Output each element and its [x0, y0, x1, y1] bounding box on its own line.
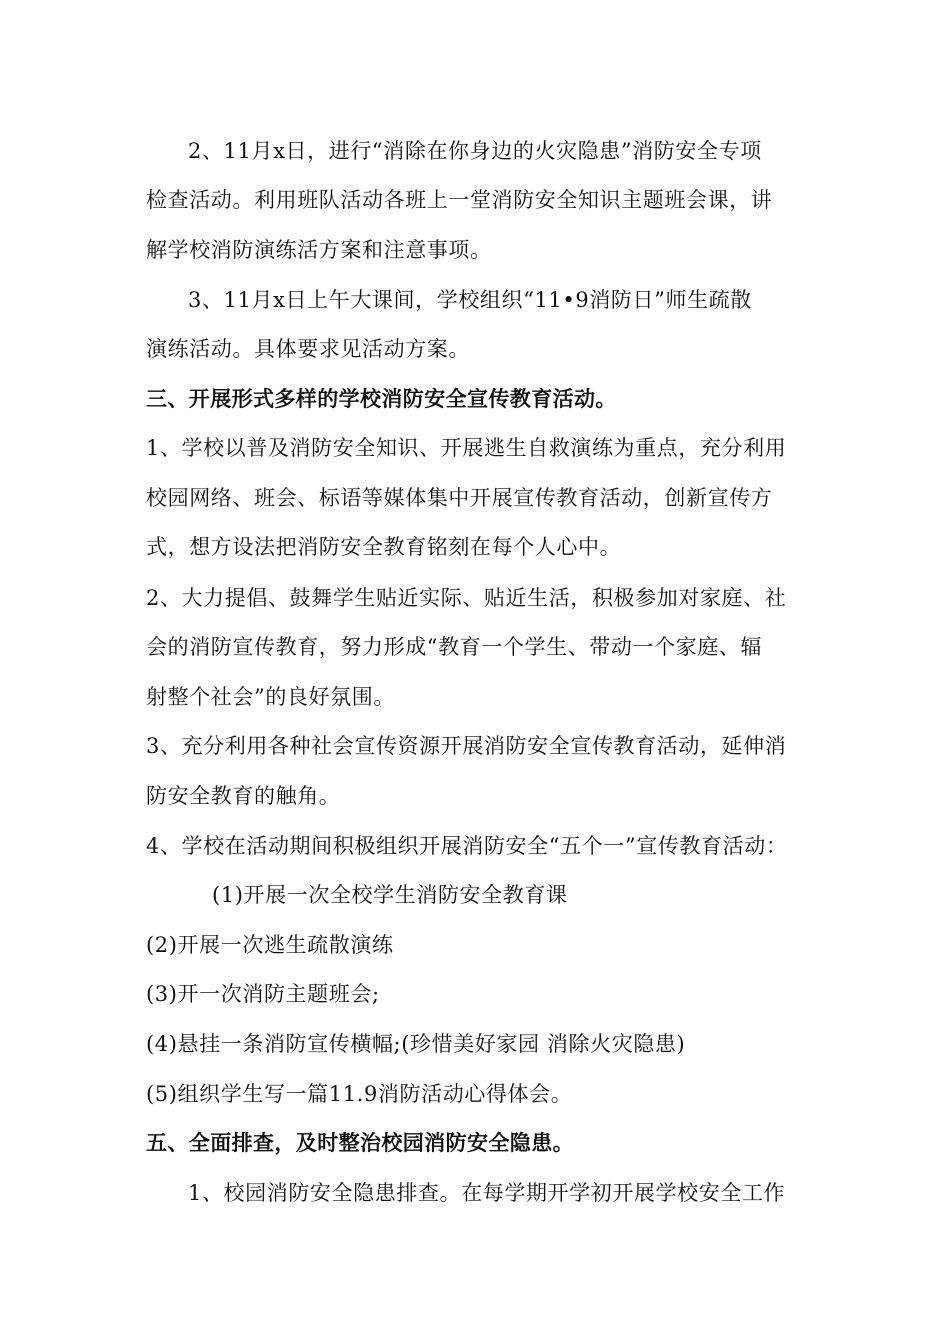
paragraph-line: 2、11月x日，进行“消除在你身边的火灾隐患”消防安全专项 [188, 139, 762, 163]
paragraph-line: 1、学校以普及消防安全知识、开展逃生自救演练为重点，充分利用 [146, 436, 787, 460]
paragraph-line: 3、11月x日上午大课间，学校组织“11•9消防日”师生疏散 [188, 288, 752, 312]
list-item: (2)开展一次逃生疏散演练 [146, 933, 394, 957]
paragraph-line: 校园网络、班会、标语等媒体集中开展宣传教育活动，创新宣传方 [146, 486, 773, 510]
paragraph-line: 式，想方设法把消防安全教育铭刻在每个人心中。 [146, 535, 622, 559]
paragraph-line: 防安全教育的触角。 [146, 784, 341, 808]
paragraph-line: 2、大力提倡、鼓舞学生贴近实际、贴近生活，积极参加对家庭、社 [146, 586, 787, 610]
paragraph-line: 射整个社会”的良好氛围。 [146, 685, 395, 709]
paragraph-line: 演练活动。具体要求见活动方案。 [146, 337, 470, 361]
list-item: (5)组织学生写一篇11.9消防活动心得体会。 [146, 1082, 573, 1106]
paragraph-line: 1、校园消防安全隐患排查。在每学期开学初开展学校安全工作 [188, 1181, 786, 1205]
paragraph-line: 检查活动。利用班队活动各班上一堂消防安全知识主题班会课，讲 [146, 188, 773, 212]
list-item: (4)悬挂一条消防宣传横幅;(珍惜美好家园 消除火灾隐患) [146, 1032, 686, 1056]
list-item: (1)开展一次全校学生消防安全教育课 [212, 883, 568, 907]
paragraph-line: 会的消防宣传教育，努力形成“教育一个学生、带动一个家庭、辐 [146, 635, 763, 659]
paragraph-line: 3、充分利用各种社会宣传资源开展消防安全宣传教育活动，延伸消 [146, 734, 787, 758]
list-item: (3)开一次消防主题班会; [146, 982, 380, 1006]
section-heading: 五、全面排查，及时整治校园消防安全隐患。 [146, 1131, 574, 1155]
paragraph-line: 4、学校在活动期间积极组织开展消防安全“五个一”宣传教育活动： [146, 834, 788, 858]
section-heading: 三、开展形式多样的学校消防安全宣传教育活动。 [146, 387, 617, 411]
paragraph-line: 解学校消防演练活方案和注意事项。 [146, 238, 492, 262]
